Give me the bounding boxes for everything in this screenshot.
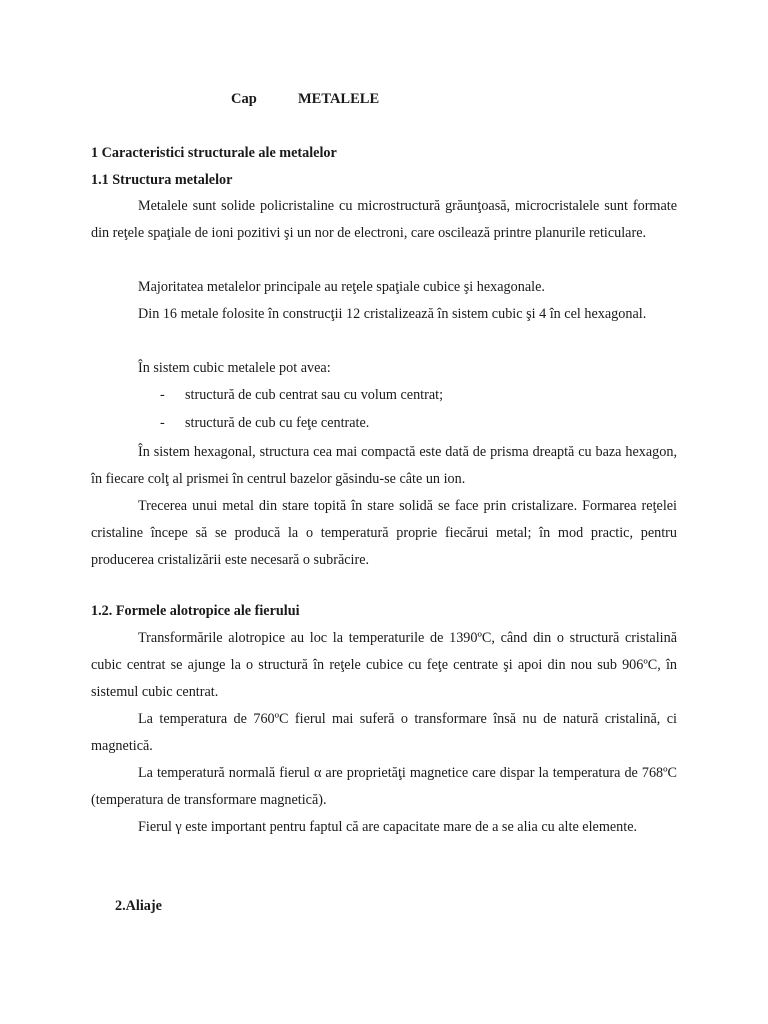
paragraph: Metalele sunt solide policristaline cu microstructură grăunţoasă, microcristalele sunt formate din reţele spaţiale de ioni pozitivi şi un nor de electroni, care oscilează printre planurile reticulare. bbox=[91, 198, 677, 241]
section-1-1-heading: 1.1 Structura metalelor bbox=[91, 172, 233, 188]
paragraph: La temperatură normală fierul α are proprietăţi magnetice care dispar la temperatura de 768ºC (temperatura de transformare magnetică). bbox=[91, 765, 677, 808]
bullet-marker: - bbox=[160, 387, 165, 403]
paragraph: În sistem cubic metalele pot avea: bbox=[138, 360, 331, 376]
bullet-item bbox=[160, 387, 443, 404]
paragraph: Majoritatea metalelor principale au reţele spaţiale cubice şi hexagonale. bbox=[138, 279, 545, 295]
chapter-title bbox=[231, 91, 379, 108]
paragraph: Transformările alotropice au loc la temperaturile de 1390ºC, când din o structură cristalină cubic centrat se ajunge la o structură în reţele cubice cu feţe centrate şi apoi din nou sub 906ºC, în sistemul cubic centrat. bbox=[91, 630, 677, 700]
paragraph: În sistem hexagonal, structura cea mai compactă este dată de prisma dreaptă cu baza hexagon, în fiecare colţ al prismei în centrul bazelor găsindu-se câte un ion. bbox=[91, 444, 677, 487]
paragraph: Fierul γ este important pentru faptul că are capacitate mare de a se alia cu alte elemente. bbox=[138, 819, 638, 835]
bullet-text: structură de cub cu feţe centrate. bbox=[185, 415, 370, 431]
chapter-prefix: Cap bbox=[231, 91, 257, 107]
paragraph: Trecerea unui metal din stare topită în stare solidă se face prin cristalizare. Formarea reţelei cristaline începe să se producă la o temperatură proprie fiecărui metal; în mod practic, pentru producerea cristalizării este necesară o subrăcire. bbox=[91, 498, 677, 568]
paragraph: Din 16 metale folosite în construcţii 12 cristalizează în sistem cubic şi 4 în cel hexagonal. bbox=[138, 306, 647, 322]
bullet-marker: - bbox=[160, 415, 165, 431]
bullet-item bbox=[160, 415, 369, 432]
section-1-heading: 1 Caracteristici structurale ale metalelor bbox=[91, 145, 337, 161]
bullet-text: structură de cub centrat sau cu volum centrat; bbox=[185, 387, 444, 403]
section-1-2-heading: 1.2. Formele alotropice ale fierului bbox=[91, 603, 300, 619]
paragraph: La temperatura de 760ºC fierul mai suferă o transformare însă nu de natură cristalină, ci magnetică. bbox=[91, 711, 677, 754]
chapter-name: METALELE bbox=[298, 91, 380, 107]
section-2-heading: 2.Aliaje bbox=[115, 898, 162, 914]
